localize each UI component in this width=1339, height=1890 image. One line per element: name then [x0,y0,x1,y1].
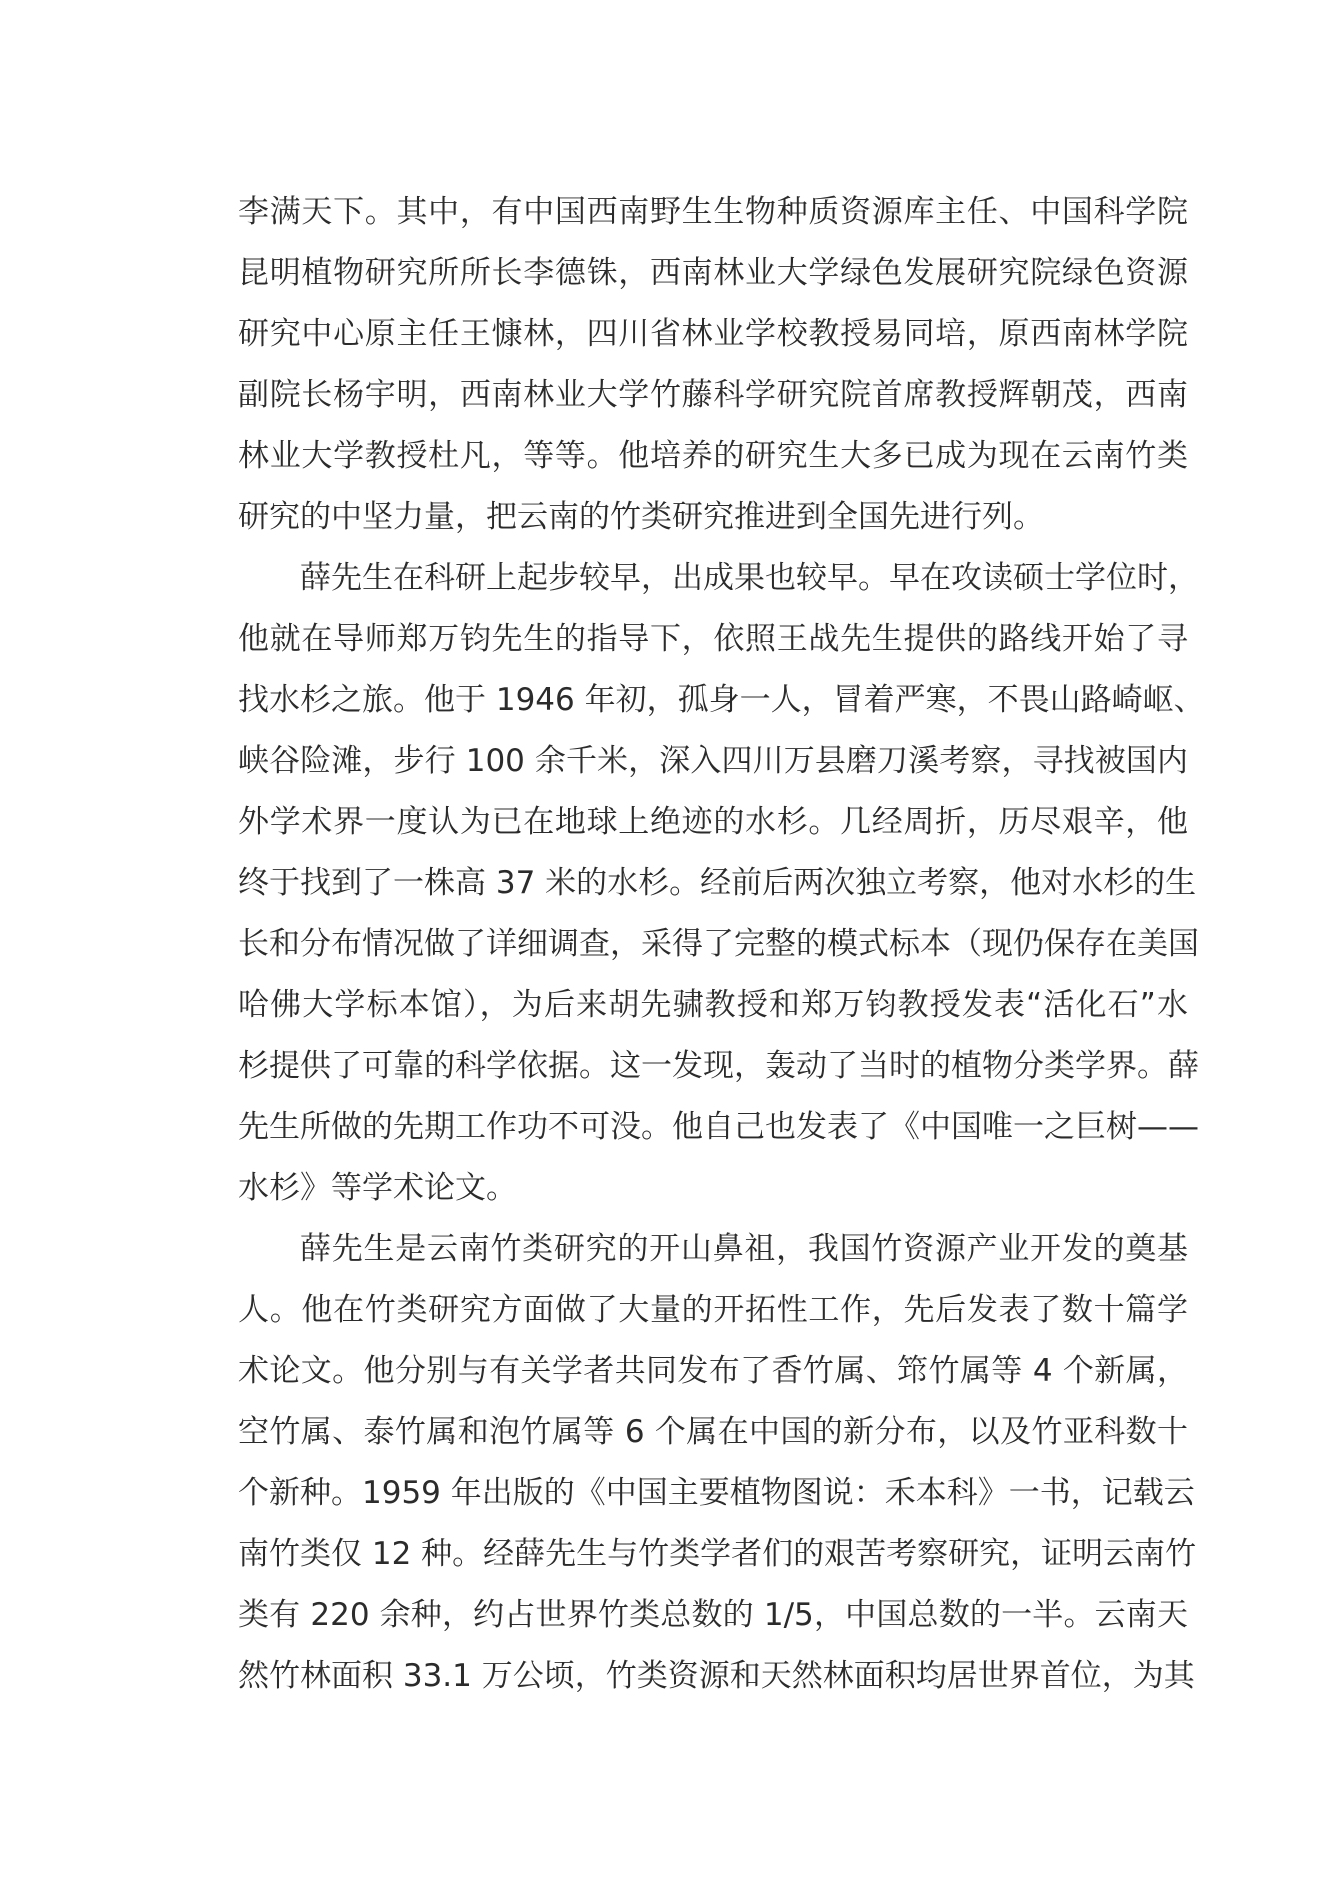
text-line: 空竹属、泰竹属和泡竹属等 6 个属在中国的新分布，以及竹亚科数十 [238,1414,1188,1450]
paragraph-first-line: 薛先生在科研上起步较早，出成果也较早。早在攻读硕士学位时， [300,560,1199,596]
text-line: 类有 220 余种，约占世界竹类总数的 1/5，中国总数的一半。云南天 [238,1597,1188,1633]
text-line: 找水杉之旅。他于 1946 年初，孤身一人，冒着严寒，不畏山路崎岖、 [238,682,1205,718]
paragraph-first-line: 薛先生是云南竹类研究的开山鼻祖，我国竹资源产业开发的奠基 [300,1231,1188,1267]
text-line: 林业大学教授杜凡，等等。他培养的研究生大多已成为现在云南竹类 [238,438,1188,474]
text-line: 研究的中坚力量，把云南的竹类研究推进到全国先进行列。 [238,499,1044,535]
text-line: 昆明植物研究所所长李德铢，西南林业大学绿色发展研究院绿色资源 [238,255,1188,291]
body-text [238,182,1205,1707]
text-line: 终于找到了一株高 37 米的水杉。经前后两次独立考察，他对水杉的生 [238,865,1197,901]
text-line: 李满天下。其中，有中国西南野生生物种质资源库主任、中国科学院 [238,194,1188,230]
text-line: 峡谷险滩，步行 100 余千米，深入四川万县磨刀溪考察，寻找被国内 [238,743,1188,779]
text-line: 术论文。他分别与有关学者共同发布了香竹属、筇竹属等 4 个新属， [238,1353,1188,1389]
text-line: 个新种。1959 年出版的《中国主要植物图说：禾本科》一书，记载云 [238,1475,1195,1511]
text-line: 先生所做的先期工作功不可没。他自己也发表了《中国唯一之巨树—— [238,1109,1199,1145]
text-line: 长和分布情况做了详细调查，采得了完整的模式标本（现仍保存在美国 [238,926,1199,962]
text-line: 人。他在竹类研究方面做了大量的开拓性工作，先后发表了数十篇学 [238,1292,1188,1328]
text-line: 南竹类仅 12 种。经薛先生与竹类学者们的艰苦考察研究，证明云南竹 [238,1536,1197,1572]
text-line: 哈佛大学标本馆），为后来胡先骕教授和郑万钧教授发表“活化石”水 [238,987,1188,1023]
text-line: 外学术界一度认为已在地球上绝迹的水杉。几经周折，历尽艰辛，他 [238,804,1188,840]
text-line: 杉提供了可靠的科学依据。这一发现，轰动了当时的植物分类学界。薛 [238,1048,1199,1084]
text-line: 副院长杨宇明，西南林业大学竹藤科学研究院首席教授辉朝茂，西南 [238,377,1188,413]
text-line: 研究中心原主任王慷林，四川省林业学校教授易同培，原西南林学院 [238,316,1188,352]
text-line: 他就在导师郑万钧先生的指导下，依照王战先生提供的路线开始了寻 [238,621,1188,657]
text-line: 水杉》等学术论文。 [238,1170,517,1206]
text-line: 然竹林面积 33.1 万公顷，竹类资源和天然林面积均居世界首位，为其 [238,1658,1195,1694]
